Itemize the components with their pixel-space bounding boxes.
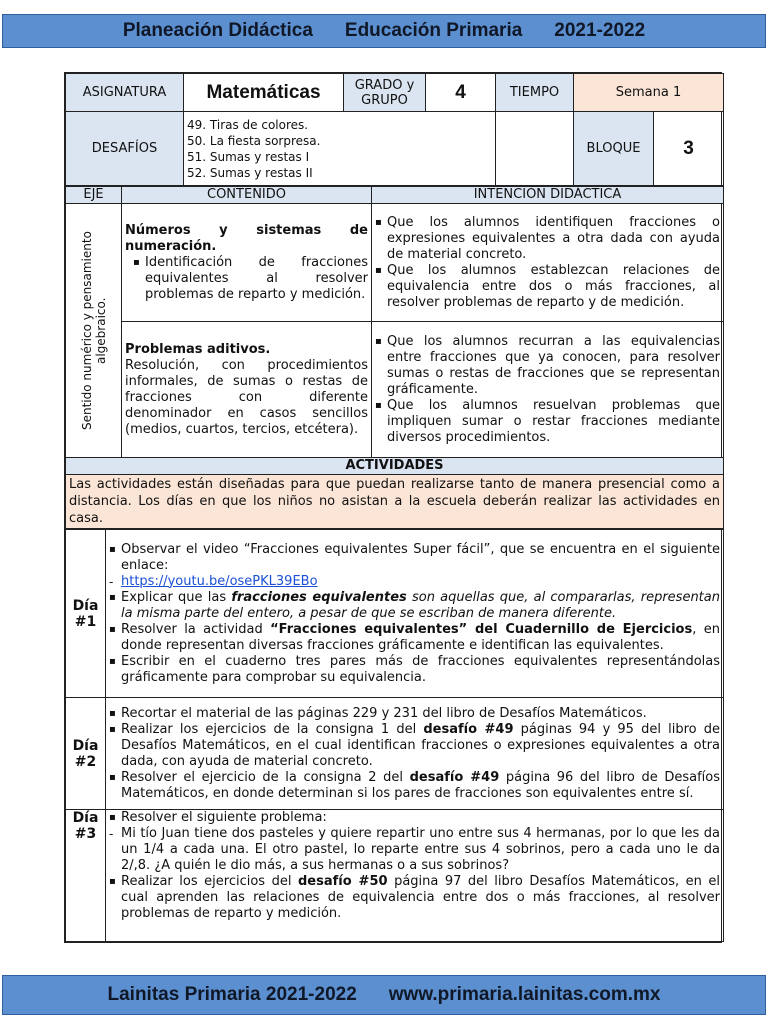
eje-cell bbox=[66, 204, 122, 458]
intencion-2-b: ▪ Que los alumnos resuelvan problemas que impliquen sumar o restar fracciones mediante diversos procedimientos. bbox=[375, 398, 720, 446]
desafio-item: 50. La fiesta sorpresa. bbox=[187, 133, 321, 148]
footer-banner bbox=[2, 975, 766, 1015]
contenido-1 bbox=[122, 204, 372, 322]
tiempo-value: Semana 1 bbox=[574, 74, 724, 112]
day-1-label: Día #1 bbox=[66, 530, 106, 698]
header-banner bbox=[2, 14, 766, 48]
day3-item: ▪ Realizar los ejercicios del desafío #50 página 97 del libro Desafíos Matemáticos, en el cual aprenden las relaciones de equivalencia entre dos o más fracciones, al resolver problemas de reparto y medición. bbox=[109, 874, 720, 922]
day-3-label: Día #3 bbox=[66, 810, 106, 942]
header-title: Planeación Didáctica bbox=[122, 20, 313, 41]
day1-item: ▪ Escribir en el cuaderno tres pares más de fracciones equivalentes representándolas gráficamente para comprobar su equivalencia. bbox=[109, 654, 720, 686]
day1-item: ▪ Resolver la actividad “Fracciones equivalentes” del Cuadernillo de Ejercicios, en donde representan diversas fracciones gráficamente e identifican las equivalentes. bbox=[109, 622, 720, 654]
day1-item: ▪ Observar el video “Fracciones equivalentes Super fácil”, que se encuentra en el siguiente enlace: bbox=[109, 542, 720, 574]
header-level: Educación Primaria bbox=[344, 20, 523, 41]
bloque-label: BLOQUE bbox=[574, 112, 654, 186]
eje-text: Sentido numérico y pensamiento algebraico. bbox=[79, 231, 108, 430]
actividades-intro: Las actividades están diseñadas para que puedan realizarse tanto de manera presencial como a distancia. Los días en que los niños no asistan a la escuela deberán realizar las actividades en casa. bbox=[66, 475, 724, 529]
days-table bbox=[65, 529, 724, 942]
day2-item: ▪ Recortar el material de las páginas 229 y 231 del libro de Desafíos Matemáticos. bbox=[109, 706, 720, 722]
footer-brand: Lainitas Primaria 2021-2022 bbox=[107, 984, 357, 1005]
day2-item: ▪ Resolver el ejercicio de la consigna 2 del desafío #49 página 96 del libro de Desafíos Matemáticos, en donde determinan si los pares de fracciones son equivalentes entre sí. bbox=[109, 770, 720, 802]
asignatura-label: ASIGNATURA bbox=[66, 74, 184, 112]
day-2-activities bbox=[106, 698, 724, 810]
intencion-2-a: ▪ Que los alumnos recurran a las equivalencias entre fracciones que ya conocen, para resolver sumas o restas de fracciones que se representan gráficamente. bbox=[375, 334, 720, 398]
day-3-activities bbox=[106, 810, 724, 942]
intencion-label: INTENCIÓN DIDÁCTICA bbox=[372, 187, 724, 204]
info-table bbox=[65, 73, 724, 186]
planning-table bbox=[64, 72, 722, 943]
header-year: 2021-2022 bbox=[554, 20, 646, 41]
intencion-1-a: ▪ Que los alumnos identifiquen fracciones o expresiones equivalentes a otra dada con ayuda de material concreto. bbox=[375, 215, 720, 263]
contenido-label: CONTENIDO bbox=[122, 187, 372, 204]
contenido-2 bbox=[122, 322, 372, 458]
tiempo-label: TIEMPO bbox=[496, 74, 574, 112]
contenido-2-title: Problemas aditivos. bbox=[125, 341, 271, 357]
day1-link-item bbox=[109, 574, 720, 590]
contenido-1-item: ▪ Identificación de fracciones equivalentes al resolver problemas de reparto y medición. bbox=[133, 255, 368, 303]
day3-item: ▪ Resolver el siguiente problema: bbox=[109, 810, 720, 826]
desafios-list bbox=[184, 112, 496, 186]
day3-problem: - Mi tío Juan tiene dos pasteles y quiere repartir uno entre sus 4 hermanas, por lo que les da un 1/4 a cada una. El otro pastel, lo reparte entre sus 4 sobrinos, pero a cada uno le da 2/,8. ¿A quién le dio más, a sus hermanas o a sus sobrinos? bbox=[109, 826, 720, 874]
actividades-label: ACTIVIDADES bbox=[66, 458, 724, 475]
intencion-1-b: ▪ Que los alumnos establezcan relaciones de equivalencia entre dos o más fracciones, al resolver problemas de reparto y de medición. bbox=[375, 263, 720, 311]
footer-site[interactable]: www.primaria.lainitas.com.mx bbox=[388, 984, 661, 1005]
grado-value: 4 bbox=[426, 74, 496, 112]
intencion-1 bbox=[372, 204, 724, 322]
desafio-item: 49. Tiras de colores. bbox=[187, 117, 309, 132]
video-link[interactable]: https://youtu.be/osePKL39EBo bbox=[121, 573, 318, 589]
desafio-item: 52. Sumas y restas II bbox=[187, 165, 313, 180]
desafio-item: 51. Sumas y restas I bbox=[187, 149, 310, 164]
day-1-activities bbox=[106, 530, 724, 698]
day1-item: ▪ Explicar que las fracciones equivalentes son aquellas que, al compararlas, representan la misma parte del entero, a pesar de que se escriban de manera diferente. bbox=[109, 590, 720, 622]
day2-item: ▪ Realizar los ejercicios de la consigna 1 del desafío #49 páginas 94 y 95 del libro de Desafíos Matemáticos, en el cual identifican fracciones o expresiones equivalentes a otra dada, con ayuda de material concreto. bbox=[109, 722, 720, 770]
day-2-label: Día #2 bbox=[66, 698, 106, 810]
contenido-1-title: Números y sistemas de numeración. bbox=[125, 222, 368, 254]
grado-label: GRADO y GRUPO bbox=[344, 74, 426, 112]
bloque-value: 3 bbox=[654, 112, 724, 186]
content-table bbox=[65, 186, 724, 529]
desafios-label: DESAFÍOS bbox=[66, 112, 184, 186]
asignatura-value: Matemáticas bbox=[184, 74, 344, 112]
eje-label: EJE bbox=[66, 187, 122, 204]
intencion-2 bbox=[372, 322, 724, 458]
contenido-2-text: Resolución, con procedimientos informales, de sumas o restas de fracciones con diferente denominador en casos sencillos (medios, cuartos, tercios, etcétera). bbox=[125, 357, 368, 437]
